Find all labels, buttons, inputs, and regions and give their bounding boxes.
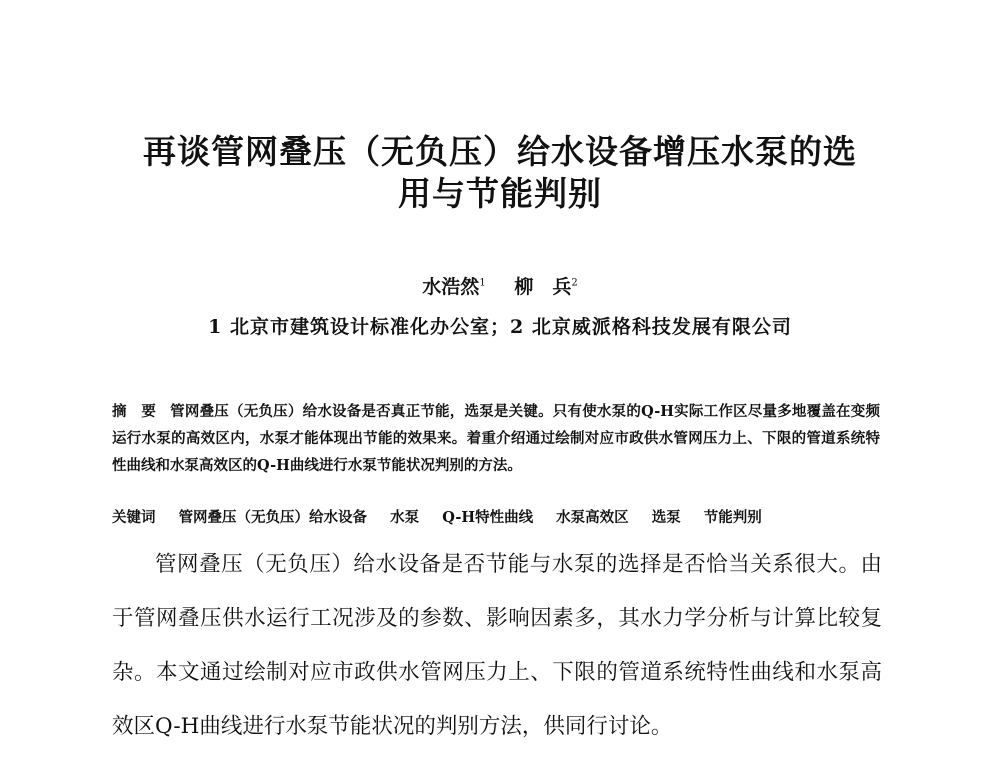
abstract: [112, 398, 880, 479]
keyword: 管网叠压（无负压）给水设备: [178, 509, 368, 526]
body-paragraph: 管网叠压（无负压）给水设备是否节能与水泵的选择是否恰当关系很大。由于管网叠压供水运行工况涉及的参数、影响因素多，其水力学分析与计算比较复杂。本文通过绘制对应市政供水管网压力上、下限的管道系统特性曲线和水泵高效区Q-H曲线进行水泵节能状况的判别方法，供同行讨论。: [112, 552, 882, 739]
keyword: 选泵: [651, 509, 681, 526]
abstract-text: 管网叠压（无负压）给水设备是否真正节能，选泵是关键。只有使水泵的Q-H实际工作区尽量多地覆盖在变频运行水泵的高效区内，水泵才能体现出节能的效果来。着重介绍通过绘制对应市政供水管网压力上、下限的管道系统特性曲线和水泵高效区的Q-H曲线进行水泵节能状况判别的方法。: [112, 403, 880, 474]
keyword: 节能判别: [703, 509, 762, 526]
title-line-2: 用与节能判别: [398, 174, 602, 213]
keyword: Q-H特性曲线: [442, 509, 534, 526]
author-name: 柳 兵: [514, 276, 572, 298]
authors: [0, 272, 1000, 299]
author-name: 水浩然: [422, 276, 480, 298]
keywords: [112, 506, 880, 527]
keywords-label: 关键词: [112, 509, 156, 526]
keyword: 水泵: [390, 509, 420, 526]
keyword: 水泵高效区: [556, 509, 629, 526]
abstract-label: 摘 要: [112, 403, 157, 420]
affiliations: 1 北京市建筑设计标准化办公室；2 北京威派格科技发展有限公司: [208, 316, 792, 338]
author-affil-mark: 1: [479, 277, 486, 289]
author-affil-mark: 2: [571, 277, 578, 289]
title-line-1: 再谈管网叠压（无负压）给水设备增压水泵的选: [143, 132, 857, 171]
